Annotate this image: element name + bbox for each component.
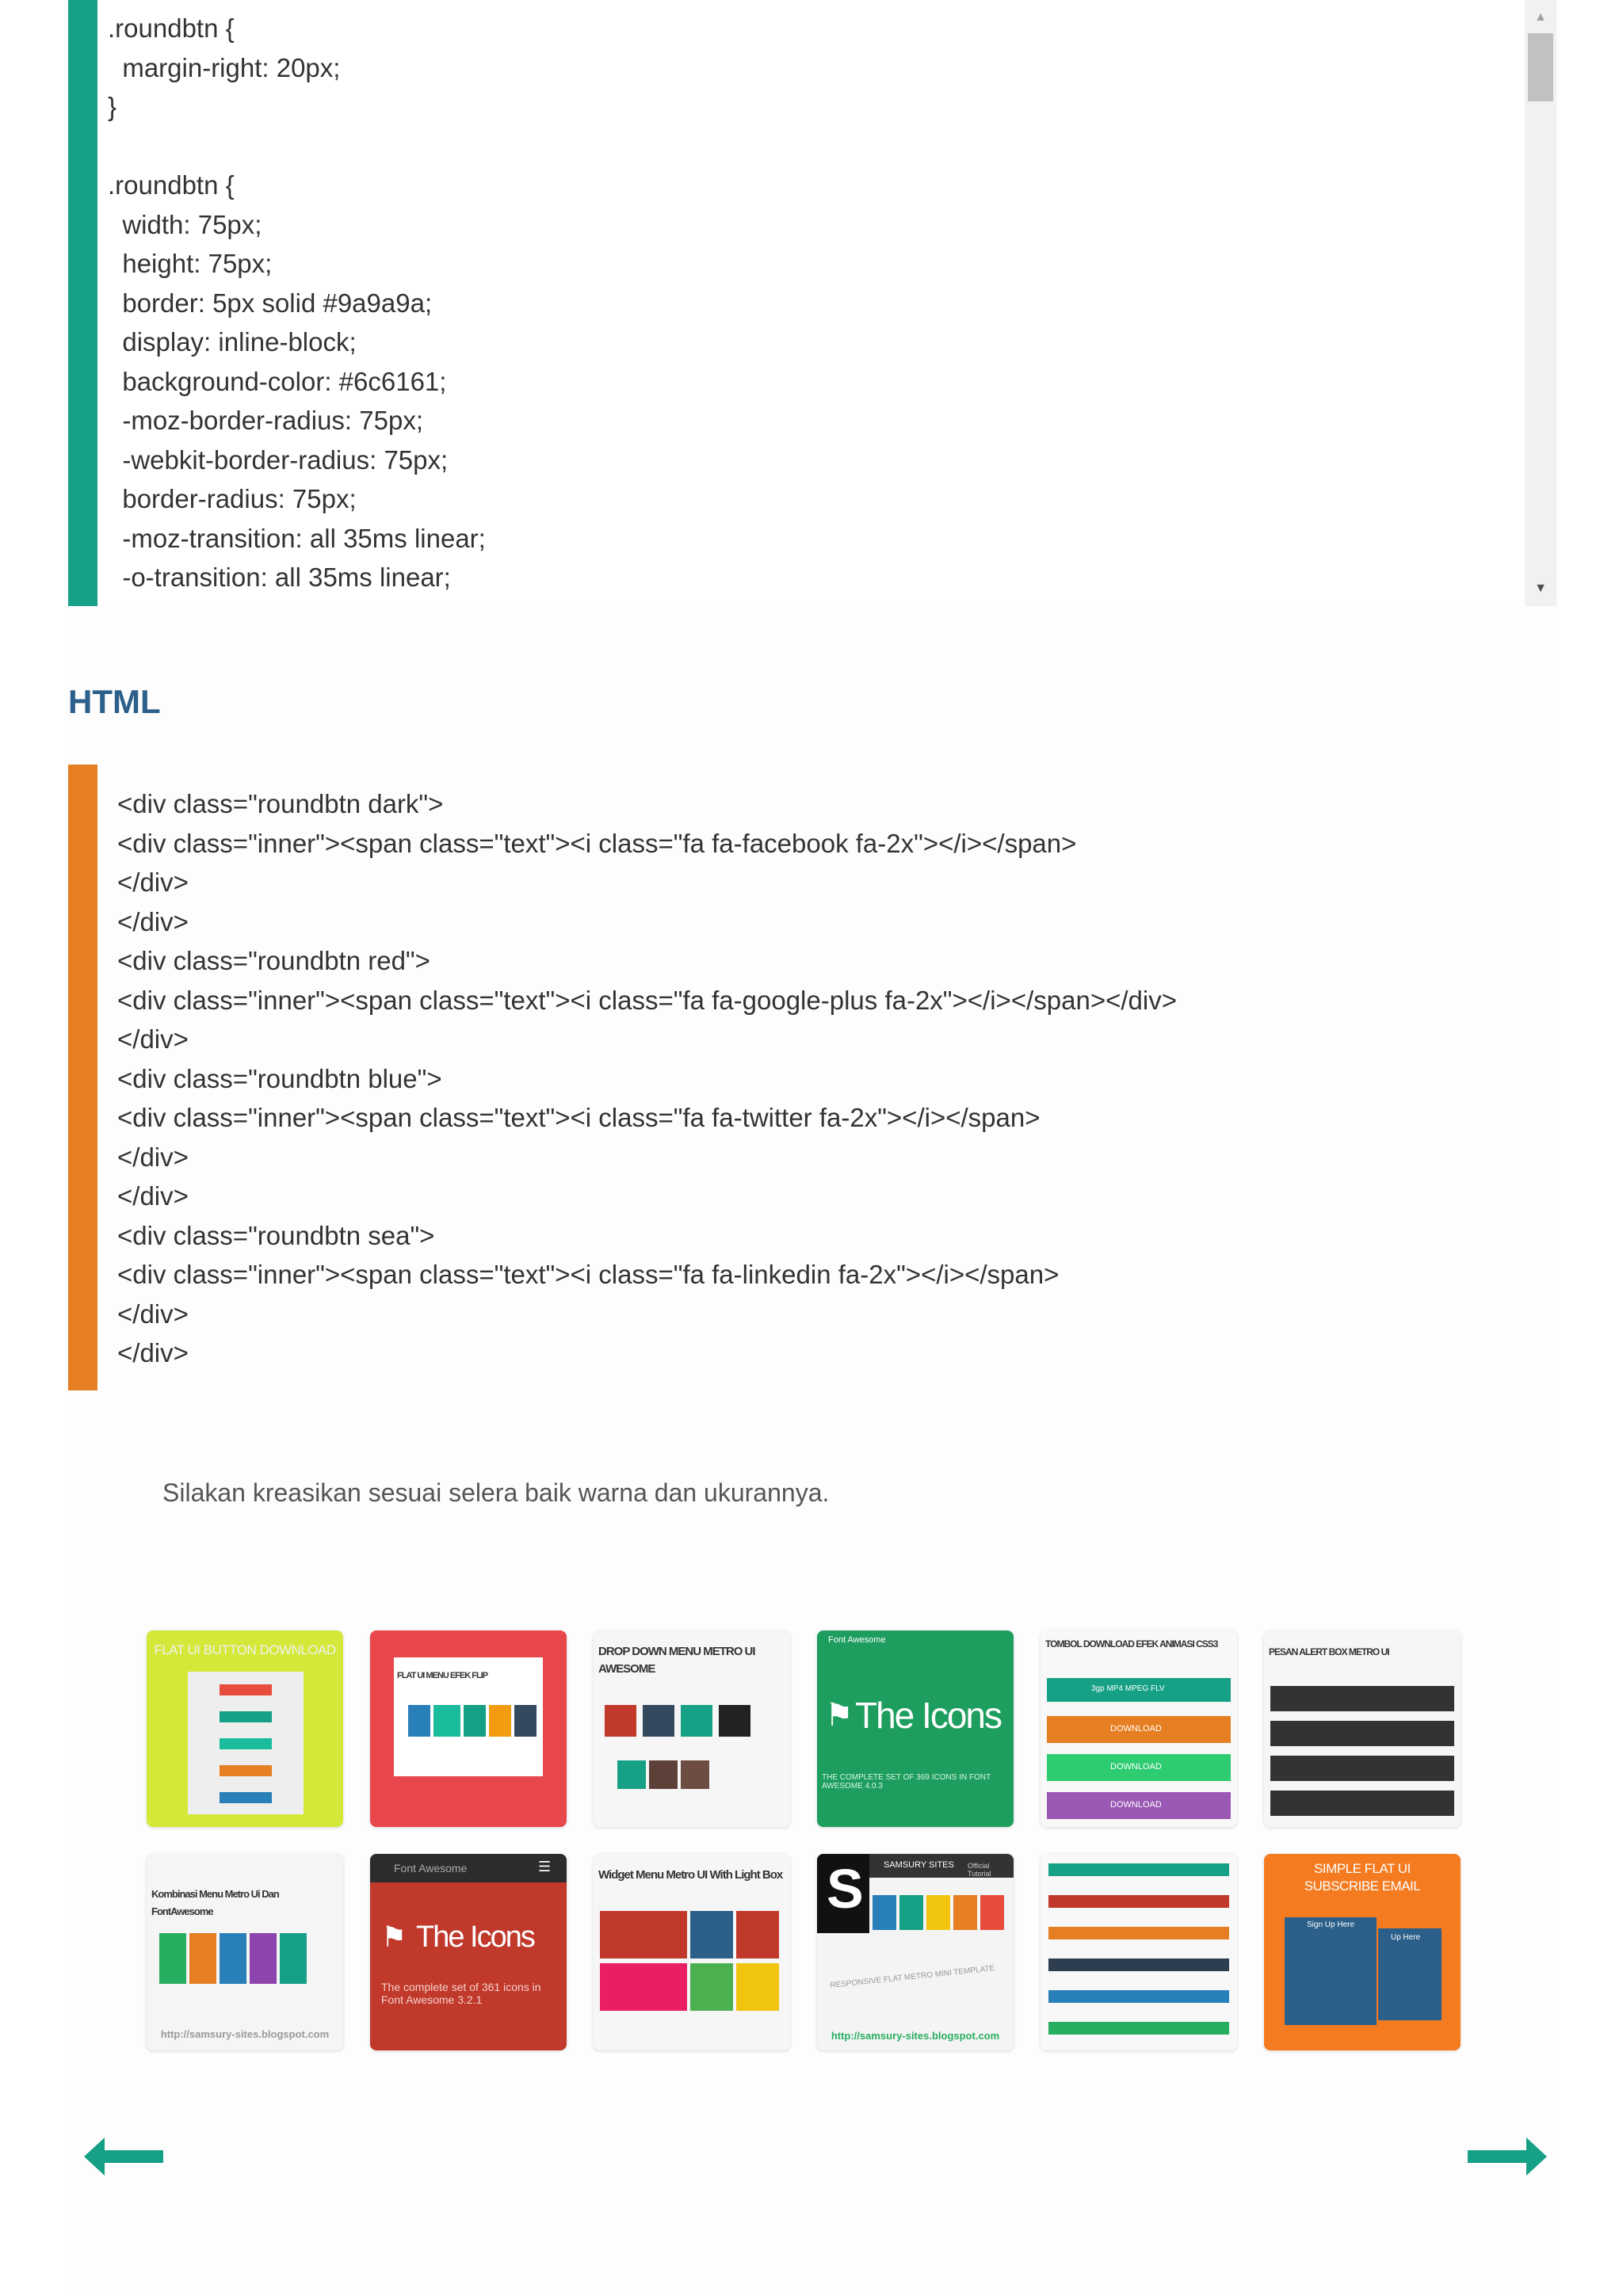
code-line: </div>: [117, 868, 189, 897]
scroll-up-arrow-icon[interactable]: ▲: [1534, 10, 1547, 24]
thumb-preview-tile: [719, 1705, 750, 1737]
thumb-brand: SAMSURY SITES: [884, 1860, 954, 1870]
thumb-title: FLAT UI MENU EFEK FLIP: [397, 1671, 488, 1680]
code-line: -o-transition: all 35ms linear;: [108, 563, 451, 592]
thumb-preview-tile: [926, 1895, 950, 1930]
flag-icon: ⚑: [825, 1698, 854, 1733]
code-line: border-radius: 75px;: [108, 484, 357, 513]
code-line: -moz-transition: all 35ms linear;: [108, 523, 486, 553]
code-line: .roundbtn {: [108, 13, 235, 43]
code-line: </div>: [117, 1181, 189, 1211]
thumb-preview-tile: [189, 1933, 216, 1984]
code-line: <div class="inner"><span class="text"><i class="fa fa-google-plus fa-2x"></i></span></div>: [117, 985, 1177, 1015]
thumb-preview-button: [220, 1765, 272, 1776]
thumb-download-label: DOWNLOAD: [1110, 1762, 1162, 1772]
thumb-form-title: Up Here: [1391, 1933, 1421, 1942]
thumb-title: PESAN ALERT BOX METRO UI: [1269, 1646, 1389, 1657]
code-line: background-color: #6c6161;: [108, 366, 447, 396]
thumb-preview-alert: [1270, 1756, 1454, 1781]
thumb-title: RESPONSIVE FLAT METRO MINI TEMPLATE: [829, 1964, 995, 1990]
html-code-lines: [117, 787, 1177, 1375]
code-line: </div>: [117, 1024, 189, 1054]
related-post-kombinasi-menu-metro[interactable]: [147, 1854, 343, 2050]
scroll-down-arrow-icon[interactable]: ▼: [1534, 582, 1547, 595]
code-line: margin-right: 20px;: [108, 52, 341, 82]
related-post-drop-down-menu-metro[interactable]: [594, 1630, 790, 1827]
related-post-font-awesome-icons-321[interactable]: [370, 1854, 567, 2050]
thumb-url: http://samsury-sites.blogspot.com: [160, 2028, 330, 2040]
thumb-subtitle: THE COMPLETE SET OF 369 ICONS IN FONT AWESOME 4.0.3: [822, 1773, 991, 1791]
code-line: -moz-border-radius: 75px;: [108, 406, 423, 435]
thumb-preview-tile: [605, 1705, 636, 1737]
thumb-preview-tile: [250, 1933, 277, 1984]
css-code-accent-bar: [68, 0, 97, 606]
thumb-preview-button: [220, 1792, 272, 1803]
thumb-title: The Icons: [416, 1920, 534, 1954]
thumb-preview-bar: [1048, 1958, 1229, 1971]
css-code-block[interactable]: [68, 0, 1556, 606]
code-line: height: 75px;: [108, 249, 273, 278]
thumb-preview-tile: [681, 1760, 709, 1789]
thumb-preview-tile: [514, 1705, 537, 1737]
thumb-preview-tile: [433, 1705, 460, 1737]
thumb-title: DROP DOWN MENU METRO UI AWESOME: [598, 1645, 755, 1676]
thumb-logo-letter: S: [827, 1858, 864, 1920]
next-post-arrow-icon[interactable]: [1463, 2133, 1550, 2180]
thumb-preview-tile: [408, 1705, 430, 1737]
thumb-preview-form: [1285, 1917, 1377, 2025]
code-line: <div class="roundbtn red">: [117, 946, 430, 975]
code-line: <div class="roundbtn sea">: [117, 1220, 435, 1250]
thumb-preview-alert: [1270, 1791, 1454, 1816]
thumb-preview-tile: [280, 1933, 307, 1984]
flag-icon: ⚑: [381, 1920, 407, 1953]
code-line: -webkit-border-radius: 75px;: [108, 444, 449, 475]
thumb-preview-tile: [899, 1895, 923, 1930]
code-line: display: inline-block;: [108, 327, 357, 357]
thumb-preview-tile: [600, 1911, 687, 1958]
code-line: <div class="roundbtn blue">: [117, 1063, 442, 1093]
thumb-download-label: DOWNLOAD: [1110, 1724, 1162, 1733]
code-line: <div class="roundbtn dark">: [117, 789, 444, 818]
html-code-block: [68, 765, 1556, 1390]
thumb-formats: 3gp MP4 MPEG FLV: [1091, 1684, 1165, 1693]
thumb-nav-label: Font Awesome: [394, 1862, 468, 1875]
thumb-preview-tile: [464, 1705, 486, 1737]
related-post-pesan-alert-box-metro[interactable]: [1264, 1630, 1461, 1827]
thumb-title: Widget Menu Metro UI With Light Box: [598, 1868, 783, 1882]
thumb-url: http://samsury-sites.blogspot.com: [831, 2030, 1000, 2042]
thumb-preview-bar: [1048, 1863, 1229, 1876]
related-post-tombol-download-animasi[interactable]: [1041, 1630, 1237, 1827]
thumb-preview-tile: [600, 1963, 687, 2011]
thumb-preview-bar: [1048, 1927, 1229, 1939]
caption-text: Silakan kreasikan sesuai selera baik warna dan ukurannya.: [162, 1478, 830, 1507]
thumb-preview-tile: [489, 1705, 511, 1737]
code-line: width: 75px;: [108, 209, 262, 239]
thumb-title: FLAT UI BUTTON DOWNLOAD: [154, 1642, 336, 1657]
related-post-simple-flat-subscribe-email[interactable]: [1264, 1854, 1461, 2050]
code-line: <div class="inner"><span class="text"><i class="fa fa-twitter fa-2x"></i></span>: [117, 1103, 1041, 1132]
thumb-preview-tile: [873, 1895, 896, 1930]
code-line: [108, 131, 486, 170]
code-line: </div>: [117, 1338, 189, 1367]
html-section-heading: HTML: [68, 683, 161, 720]
thumb-preview-alert: [1270, 1721, 1454, 1746]
menu-icon: ☰: [538, 1859, 552, 1875]
thumb-preview-tile: [220, 1933, 246, 1984]
thumb-subtitle: The complete set of 361 icons in Font Awesome 3.2.1: [381, 1981, 541, 2006]
thumb-title: SIMPLE FLAT UI SUBSCRIBE EMAIL: [1304, 1861, 1421, 1894]
thumb-preview-tile: [690, 1911, 733, 1958]
thumb-download-label: DOWNLOAD: [1110, 1800, 1162, 1810]
code-line: border: 5px solid #9a9a9a;: [108, 288, 433, 318]
thumb-preview-tile: [736, 1963, 779, 2011]
thumb-preview-bar: [1048, 1990, 1229, 2003]
thumb-preview-button: [220, 1738, 272, 1749]
code-line: .roundbtn {: [108, 170, 235, 200]
thumb-form-title: Sign Up Here: [1307, 1920, 1355, 1929]
related-posts-grid: [147, 1630, 1462, 2050]
thumb-preview-tile: [736, 1911, 779, 1958]
thumb-tab: Official Tutorial: [968, 1862, 991, 1878]
scrollbar-thumb[interactable]: [1528, 33, 1553, 101]
html-code-accent-bar: [68, 765, 97, 1390]
prev-post-arrow-icon[interactable]: [81, 2133, 168, 2180]
thumb-title: TOMBOL DOWNLOAD EFEK ANIMASI CSS3: [1045, 1638, 1218, 1650]
thumb-preview-form: [1378, 1928, 1442, 2020]
code-line: }: [108, 92, 117, 121]
code-line: </div>: [117, 1299, 189, 1329]
thumb-preview-tile: [953, 1895, 977, 1930]
related-post-widget-menu-metro-lightbox[interactable]: [594, 1854, 790, 2050]
code-line: <div class="inner"><span class="text"><i class="fa fa-facebook fa-2x"></i></span>: [117, 828, 1077, 858]
thumb-preview-bar: [1048, 2022, 1229, 2035]
thumb-title: The Icons: [855, 1695, 1001, 1736]
related-post-flat-menu-bars[interactable]: [1041, 1854, 1237, 2050]
thumb-preview-button: [220, 1684, 272, 1695]
code-line: <div class="inner"><span class="text"><i class="fa fa-linkedin fa-2x"></i></span>: [117, 1260, 1060, 1289]
thumb-preview-alert: [1270, 1686, 1454, 1711]
thumb-preview-tile: [643, 1705, 674, 1737]
thumb-preview-bar: [1048, 1895, 1229, 1908]
thumb-preview-tile: [617, 1760, 646, 1789]
thumb-preview-tile: [690, 1963, 733, 2011]
related-post-font-awesome-icons[interactable]: [817, 1630, 1014, 1827]
code-line: </div>: [117, 906, 189, 936]
thumb-preview-tile: [159, 1933, 186, 1984]
thumb-nav-label: Font Awesome: [828, 1635, 886, 1645]
thumb-preview-tile: [980, 1895, 1004, 1930]
thumb-preview-tile: [681, 1705, 712, 1737]
related-post-responsive-flat-metro-template[interactable]: [817, 1854, 1014, 2050]
code-line: </div>: [117, 1142, 189, 1172]
related-post-flat-ui-menu-efek-flip[interactable]: [370, 1630, 567, 1827]
thumb-preview-tile: [649, 1760, 678, 1789]
related-post-flat-ui-button-download[interactable]: [147, 1630, 343, 1827]
thumb-title: Kombinasi Menu Metro Ui Dan FontAwesome: [151, 1888, 279, 1917]
thumb-preview-button: [220, 1711, 272, 1722]
css-code-lines: [108, 13, 486, 601]
